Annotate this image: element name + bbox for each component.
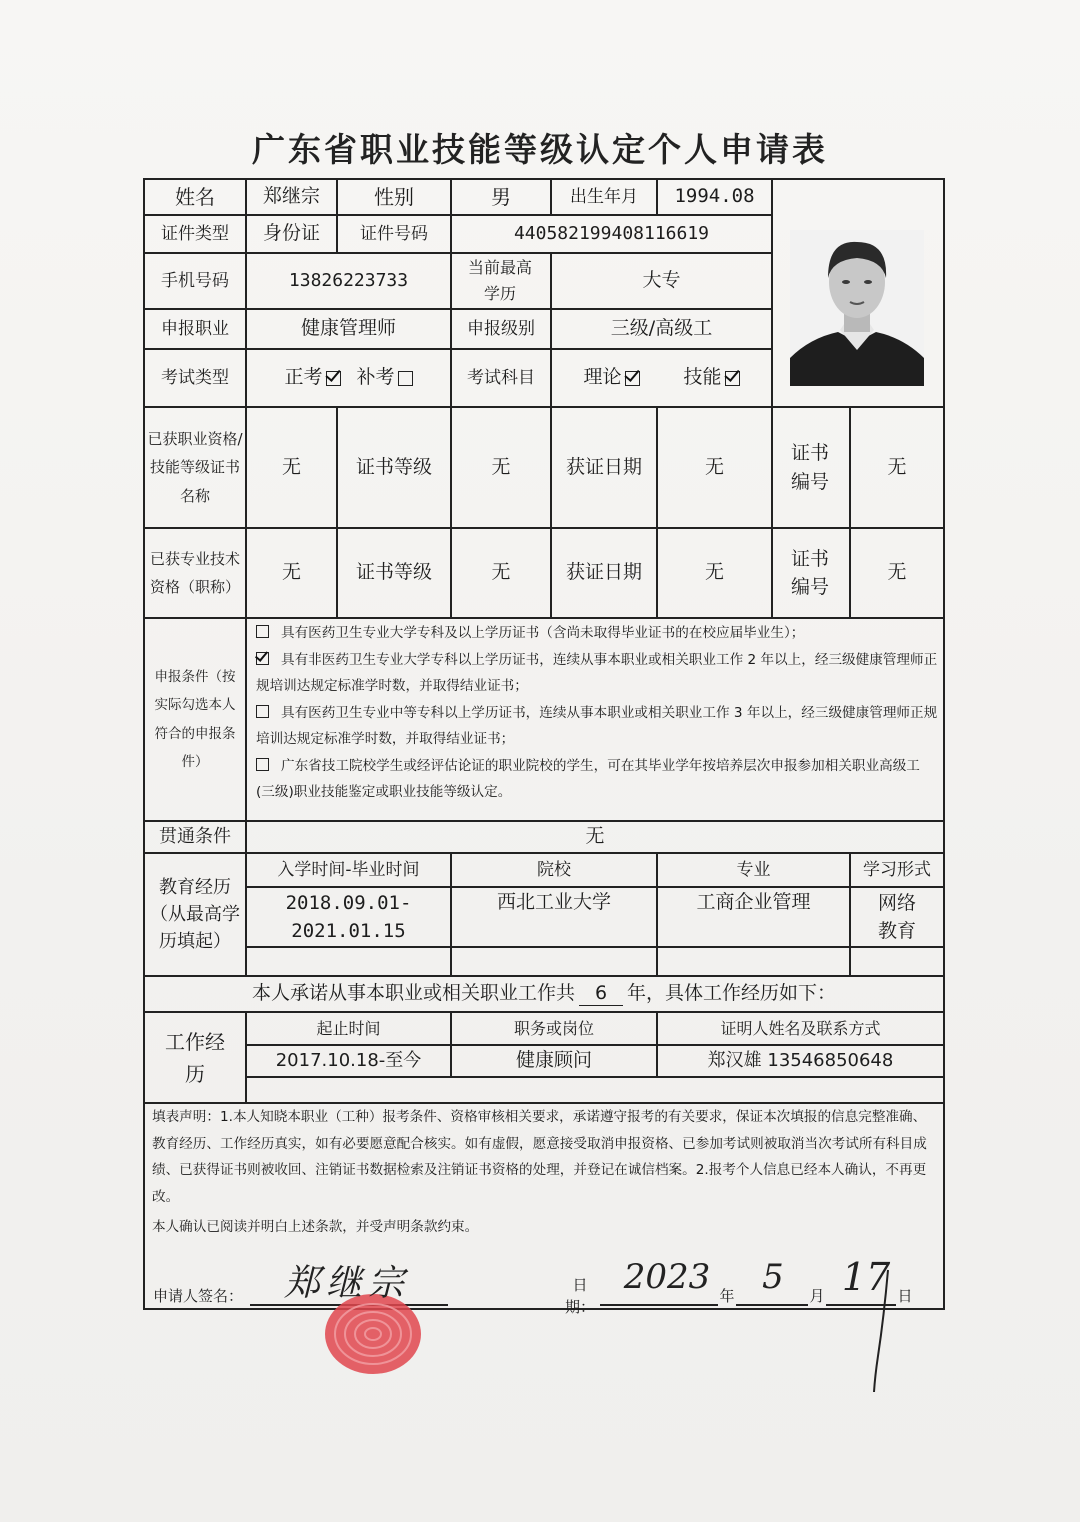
job-value: 健康管理师	[300, 317, 396, 340]
year-unit: 年	[719, 1287, 735, 1306]
declaration-text: 填表声明：1.本人知晓本职业（工种）报考条件、资格审核相关要求，承诺遵守报考的有关要求，保证本次填报的信息完整准确、教育经历、工作经历真实，如有必要愿意配合核实。如有虚假，愿意接受取消申报资格、已参加考试则被取消当次考试所有科目成绩、已获得证书则被收回、注销证书数据检索及注销证书资格的处理，并登记在诚信档案。2.报考个人信息已经本人确认，不再更改。	[152, 1109, 927, 1205]
prof-cert-no-label: 证书编号	[790, 442, 829, 493]
applicant-photo	[790, 230, 924, 386]
subject-skill-checkbox[interactable]	[725, 371, 740, 386]
level-value: 三级/高级工	[610, 317, 713, 340]
through-value: 无	[585, 825, 605, 848]
handwritten-day: 17	[841, 1255, 891, 1300]
exam-type-options	[247, 350, 450, 406]
job-label: 申报职业	[161, 318, 229, 339]
subject-skill-label: 技能	[683, 366, 722, 389]
phone-label: 手机号码	[161, 270, 229, 291]
month-unit: 月	[809, 1287, 825, 1306]
condition-item-4: 广东省技工院校学生或经评估论证的职业院校的学生，可在其毕业学年按培养层次申报参加相关职业高级工(三级)职业技能鉴定或职业技能等级认定。	[256, 757, 920, 800]
subject-options	[552, 350, 771, 406]
edu-header-period: 入学时间-毕业时间	[277, 859, 420, 880]
work-years: 6	[579, 982, 623, 1006]
work-row-reference: 郑汉雄 13546850648	[707, 1049, 894, 1071]
edu-row-school: 西北工业大学	[496, 891, 611, 914]
exam-regular-checkbox[interactable]	[326, 371, 341, 386]
prof-cert-name: 无	[281, 455, 301, 478]
edu-header-school: 院校	[537, 859, 571, 880]
work-label: 工作经历	[165, 1029, 225, 1086]
condition-item-2: 具有非医药卫生专业大学专科以上学历证书，连续从事本职业或相关职业工作 2 年以上，经三级健康管理师正规培训达规定标准学时数，并取得结业证书；	[256, 651, 938, 694]
month-line	[736, 1304, 808, 1306]
day-unit: 日	[897, 1287, 913, 1306]
declaration-confirm: 本人确认已阅读并明白上述条款，并受声明条款约束。	[152, 1219, 479, 1235]
edu-row-form: 网络 教育	[877, 891, 916, 942]
prof-cert-date: 无	[704, 455, 724, 478]
conditions-label: 申报条件（按实际勾选本人符合的申报条件）	[154, 668, 236, 770]
grid-line	[245, 946, 945, 948]
work-commitment: 本人承诺从事本职业或相关职业工作共 6 年，具体工作经历如下：	[251, 982, 837, 1005]
grid-line	[143, 617, 945, 619]
edu-row-major: 工商企业管理	[696, 891, 811, 914]
prof-cert-date-label: 获证日期	[565, 455, 642, 478]
tech-cert-name: 无	[281, 561, 301, 584]
signature-label: 申请人签名：	[153, 1287, 244, 1306]
education-label: 教育经历（从最高学历填起）	[150, 877, 240, 952]
condition-item-3: 具有医药卫生专业中等专科以上学历证书，连续从事本职业或相关职业工作 3 年以上，经三级健康管理师正规培训达规定标准学时数，并取得结业证书；	[256, 704, 938, 747]
condition-2-checkbox[interactable]	[256, 652, 269, 665]
id-number-label: 证件号码	[360, 223, 428, 244]
work-header-period: 起止时间	[316, 1018, 381, 1038]
prof-cert-label: 已获职业资格/技能等级证书名称	[147, 429, 243, 505]
tech-cert-label: 已获专业技术资格（职称）	[149, 549, 240, 596]
tech-cert-no-label: 证书编号	[790, 547, 829, 598]
exam-regular-label: 正考	[284, 366, 323, 389]
birth-value: 1994.08	[674, 185, 755, 208]
condition-1-checkbox[interactable]	[256, 625, 269, 638]
id-type-label: 证件类型	[161, 223, 229, 244]
level-label: 申报级别	[467, 318, 535, 339]
tech-cert-date: 无	[704, 561, 724, 584]
name-value: 郑继宗	[262, 185, 320, 208]
date-label: 日期：	[564, 1276, 595, 1316]
exam-makeup-checkbox[interactable]	[398, 371, 413, 386]
prof-cert-grade-label: 证书等级	[355, 455, 432, 478]
exam-type-label: 考试类型	[161, 367, 229, 388]
edu-row-period: 2018.09.01- 2021.01.15	[285, 891, 412, 942]
prof-cert-grade: 无	[491, 455, 511, 478]
person-photo-icon	[790, 230, 924, 386]
id-number-value: 440582199408116619	[513, 222, 710, 244]
grid-line	[771, 406, 773, 617]
birth-label: 出生年月	[570, 186, 638, 207]
education-level-value: 大专	[642, 269, 681, 292]
work-header-position: 职务或岗位	[513, 1018, 594, 1038]
education-level-label: 当前最高学历	[467, 258, 532, 303]
through-label: 贯通条件	[159, 825, 231, 847]
grid-line	[245, 617, 247, 822]
exam-makeup-label: 补考	[356, 366, 395, 389]
subject-label: 考试科目	[467, 367, 535, 388]
work-row-position: 健康顾问	[515, 1049, 592, 1072]
handwritten-signature: 郑继宗	[283, 1262, 410, 1304]
tech-cert-grade: 无	[491, 561, 511, 584]
tech-cert-grade-label: 证书等级	[355, 561, 432, 584]
handwritten-month: 5	[762, 1257, 784, 1298]
gender-label: 性别	[374, 184, 414, 209]
conditions-list	[256, 620, 938, 806]
form-title: 广东省职业技能等级认定个人申请表	[252, 130, 828, 169]
subject-theory-checkbox[interactable]	[625, 371, 640, 386]
gender-value: 男	[491, 184, 511, 209]
phone-value: 13826223733	[288, 269, 409, 291]
id-type-value: 身份证	[262, 222, 320, 245]
tech-cert-no: 无	[887, 561, 907, 584]
name-label: 姓名	[175, 184, 215, 209]
prof-cert-no: 无	[887, 455, 907, 478]
work-header-reference: 证明人姓名及联系方式	[720, 1018, 881, 1038]
work-row-period: 2017.10.18-至今	[275, 1049, 422, 1071]
condition-item-1: 具有医药卫生专业大学专科及以上学历证书（含尚未取得毕业证书的在校应届毕业生）；	[256, 620, 938, 647]
condition-4-checkbox[interactable]	[256, 758, 269, 771]
edu-header-form: 学习形式	[863, 859, 931, 880]
year-line	[600, 1304, 718, 1306]
handwriting-stroke-icon	[862, 1266, 902, 1396]
declaration	[152, 1104, 937, 1241]
grid-line	[245, 1076, 945, 1078]
edu-header-major: 专业	[736, 859, 771, 880]
tech-cert-date-label: 获证日期	[565, 561, 642, 584]
condition-3-checkbox[interactable]	[256, 705, 269, 718]
subject-theory-label: 理论	[583, 366, 622, 389]
grid-line	[771, 178, 773, 406]
handwritten-year: 2023	[623, 1257, 711, 1298]
